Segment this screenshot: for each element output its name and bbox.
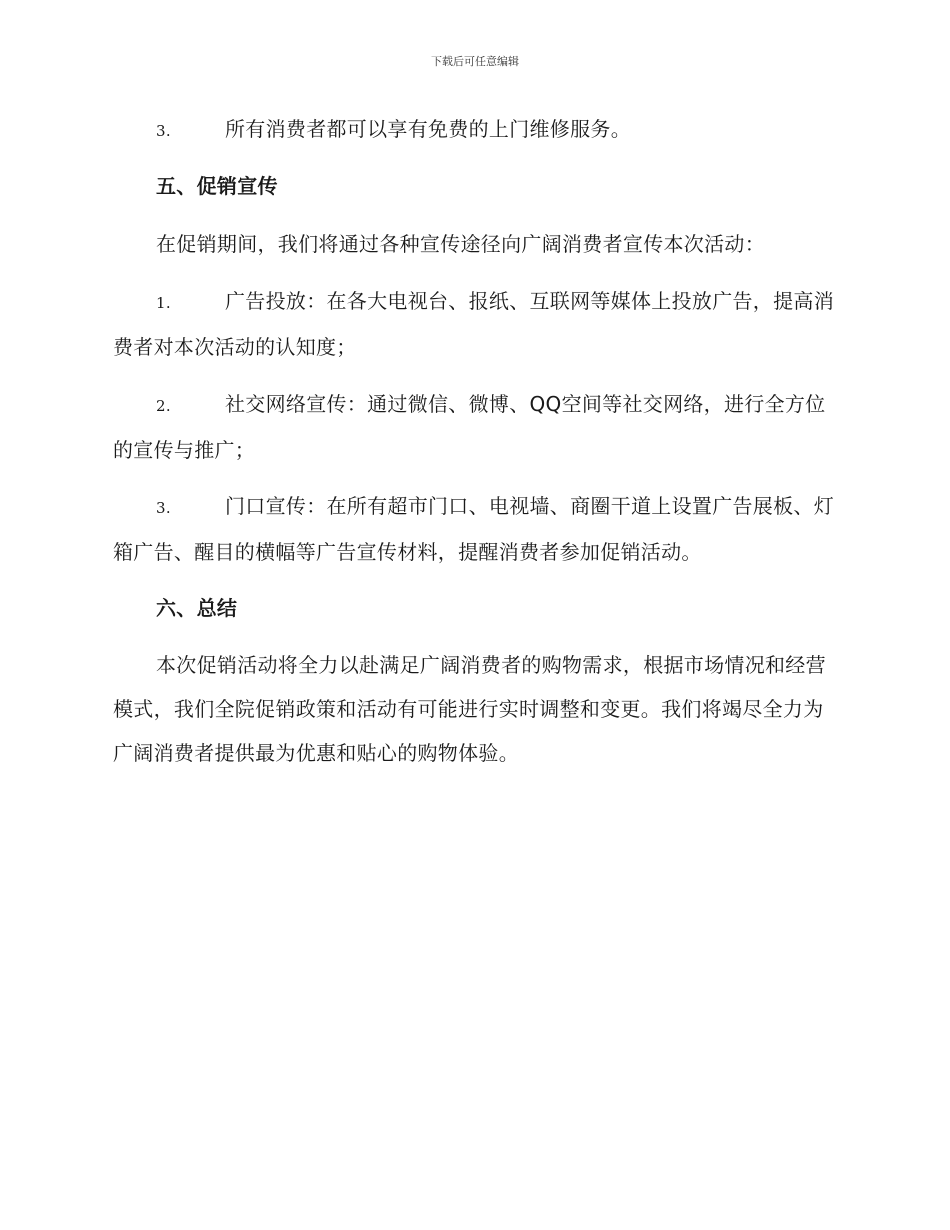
- list-number: 3.: [156, 122, 171, 140]
- list-number: 1.: [156, 294, 171, 312]
- section-heading-promotion: 五、促销宣传: [156, 174, 278, 198]
- list-text: 广告投放：在各大电视台、报纸、互联网等媒体上投放广告，提高消费者对本次活动的认知度；: [113, 289, 834, 359]
- page-header: 下载后可任意编辑: [431, 55, 519, 68]
- list-item: [113, 382, 835, 472]
- list-item: [113, 107, 835, 153]
- list-item: [113, 279, 835, 369]
- summary-paragraph: 本次促销活动将全力以赴满足广阔消费者的购物需求，根据市场情况和经营模式，我们全院促销政策和活动有可能进行实时调整和变更。我们将竭尽全力为广阔消费者提供最为优惠和贴心的购物体验。: [113, 653, 826, 765]
- list-number: 3.: [156, 499, 171, 517]
- list-text: 社交网络宣传：通过微信、微博、QQ空间等社交网络，进行全方位的宣传与推广；: [113, 392, 826, 462]
- list-number: 2.: [156, 397, 171, 415]
- list-text: 所有消费者都可以享有免费的上门维修服务。: [225, 117, 631, 141]
- section-intro: 在促销期间，我们将通过各种宣传途径向广阔消费者宣传本次活动：: [156, 232, 765, 256]
- section-heading-summary: 六、总结: [156, 596, 238, 620]
- list-item: [113, 484, 835, 574]
- list-text: 门口宣传：在所有超市门口、电视墙、商圈干道上设置广告展板、灯箱广告、醒目的横幅等广告宣传材料，提醒消费者参加促销活动。: [113, 494, 834, 564]
